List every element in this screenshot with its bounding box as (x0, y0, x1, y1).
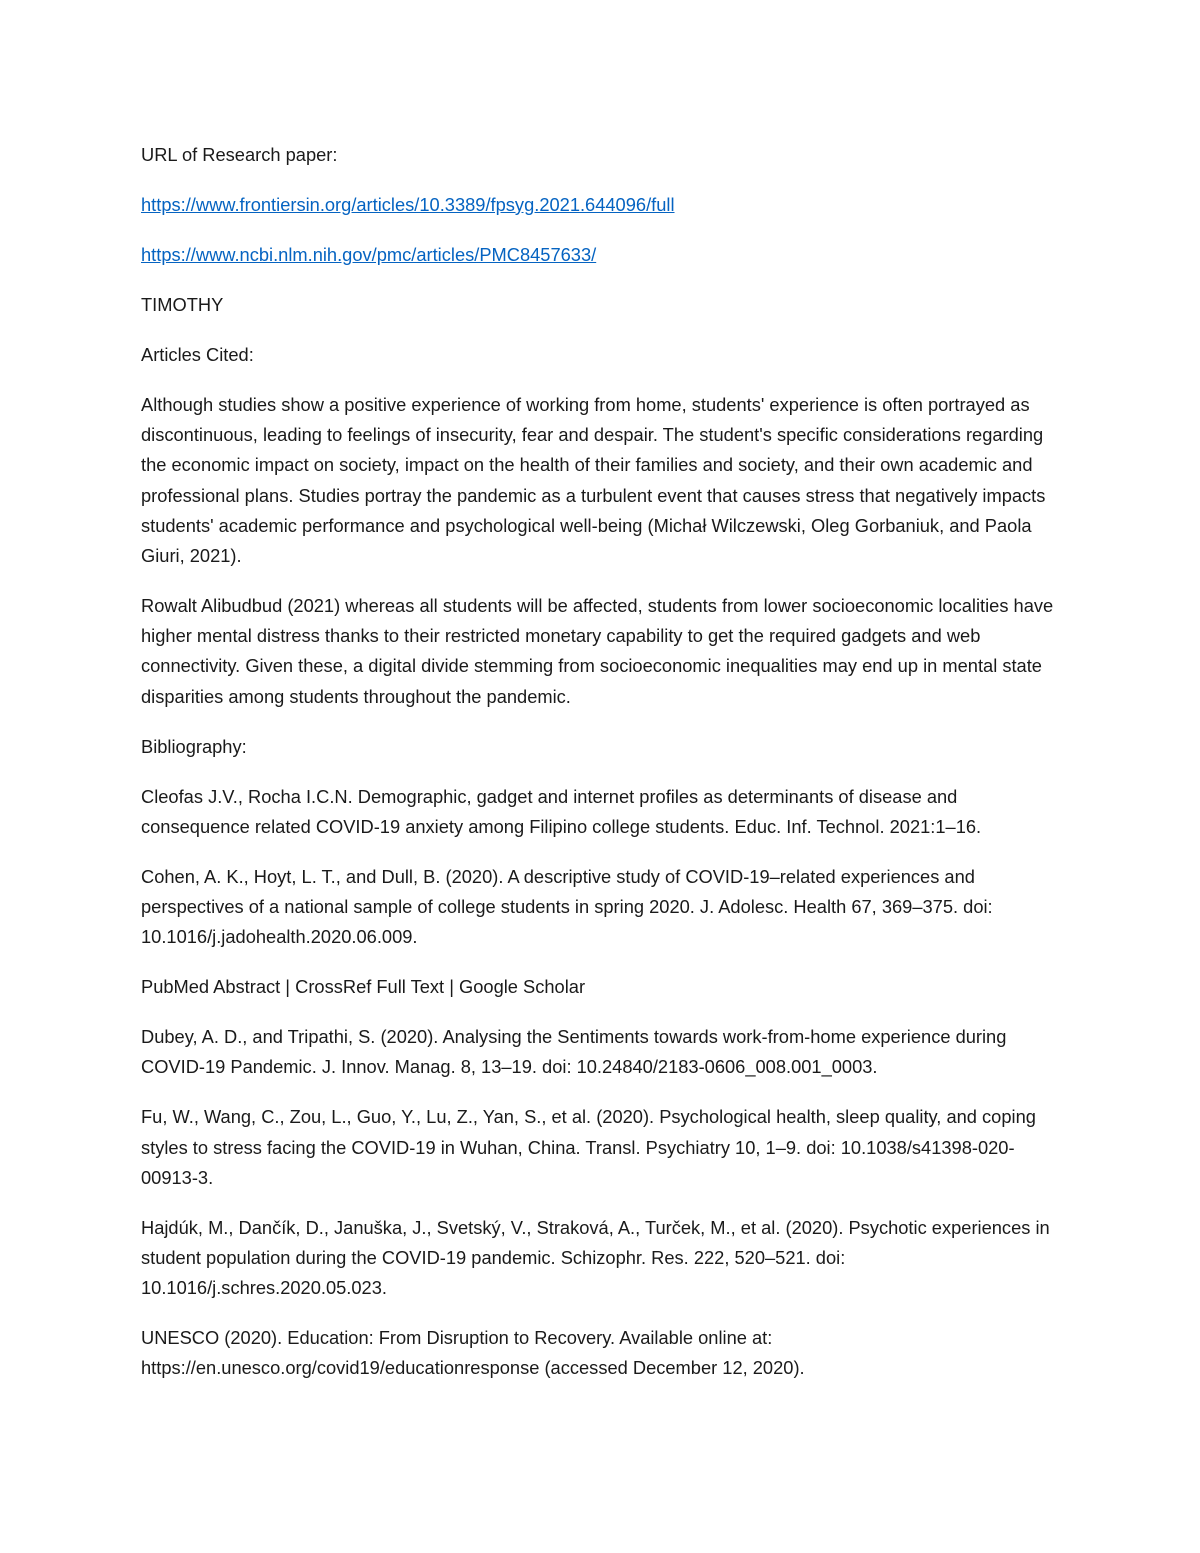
author-name: TIMOTHY (141, 294, 224, 315)
document-page (141, 140, 1066, 1403)
reference-entry: Cleofas J.V., Rocha I.C.N. Demographic, gadget and internet profiles as determinants of disease and consequence related COVID-19 anxiety among Filipino college students. Educ. Inf. Technol. 2021:1–16. (141, 785, 982, 837)
link-frontiers[interactable]: https://www.frontiersin.org/articles/10.3389/fpsyg.2021.644096/full (141, 194, 675, 215)
reference-entry: Cohen, A. K., Hoyt, L. T., and Dull, B. (2020). A descriptive study of COVID-19–related experiences and perspectives of a national sample of college students in spring 2020. J. Adolesc. Health 67, 369–375. doi: 10.1016/j.jadohealth.2020.06.009. (141, 865, 993, 948)
reference-entry: Hajdúk, M., Dančík, D., Januška, J., Svetský, V., Straková, A., Turček, M., et al. (2020). Psychotic experiences in student population during the COVID-19 pandemic. Schizophr. Res. 222, 520–521. doi: 10.1016/j.schres.2020.05.023. (141, 1216, 1050, 1299)
reference-entry: Dubey, A. D., and Tripathi, S. (2020). Analysing the Sentiments towards work-from-home experience during COVID-19 Pandemic. J. Innov. Manag. 8, 13–19. doi: 10.24840/2183-0606_008.001_0003. (141, 1026, 1007, 1078)
bibliography-heading: Bibliography: (141, 735, 247, 757)
body-paragraph: Although studies show a positive experience of working from home, students' experience is often portrayed as discontinuous, leading to feelings of insecurity, fear and despair. The student's specific considerations regarding the economic impact on society, impact on the health of their families and society, and their own academic and professional plans. Studies portray the pandemic as a turbulent event that causes stress that negatively impacts students' academic performance and psychological well-being (Michał Wilczewski, Oleg Gorbaniuk, and Paola Giuri, 2021). (141, 394, 1046, 567)
reference-entry: Fu, W., Wang, C., Zou, L., Guo, Y., Lu, Z., Yan, S., et al. (2020). Psychological health, sleep quality, and coping styles to stress facing the COVID-19 in Wuhan, China. Transl. Psychiatry 10, 1–9. doi: 10.1038/s41398-020-00913-3. (141, 1106, 1036, 1188)
link-ncbi[interactable]: https://www.ncbi.nlm.nih.gov/pmc/articles/PMC8457633/ (141, 244, 597, 265)
link-ncbi-paragraph (141, 240, 1066, 270)
reference-links-line: PubMed Abstract | CrossRef Full Text | Google Scholar (141, 976, 586, 998)
reference-entry: UNESCO (2020). Education: From Disruption to Recovery. Available online at: https://en.unesco.org/covid19/educationresponse (accessed December 12, 2020). (141, 1327, 805, 1379)
articles-cited-heading: Articles Cited: (141, 344, 254, 365)
url-heading: URL of Research paper: (141, 144, 338, 165)
link-frontiers-paragraph (141, 190, 1066, 220)
body-paragraph: Rowalt Alibudbud (2021) whereas all students will be affected, students from lower socioeconomic localities have higher mental distress thanks to their restricted monetary capability to get the required gadgets and web connectivity. Given these, a digital divide stemming from socioeconomic inequalities may end up in mental state disparities among students throughout the pandemic. (141, 595, 1054, 707)
